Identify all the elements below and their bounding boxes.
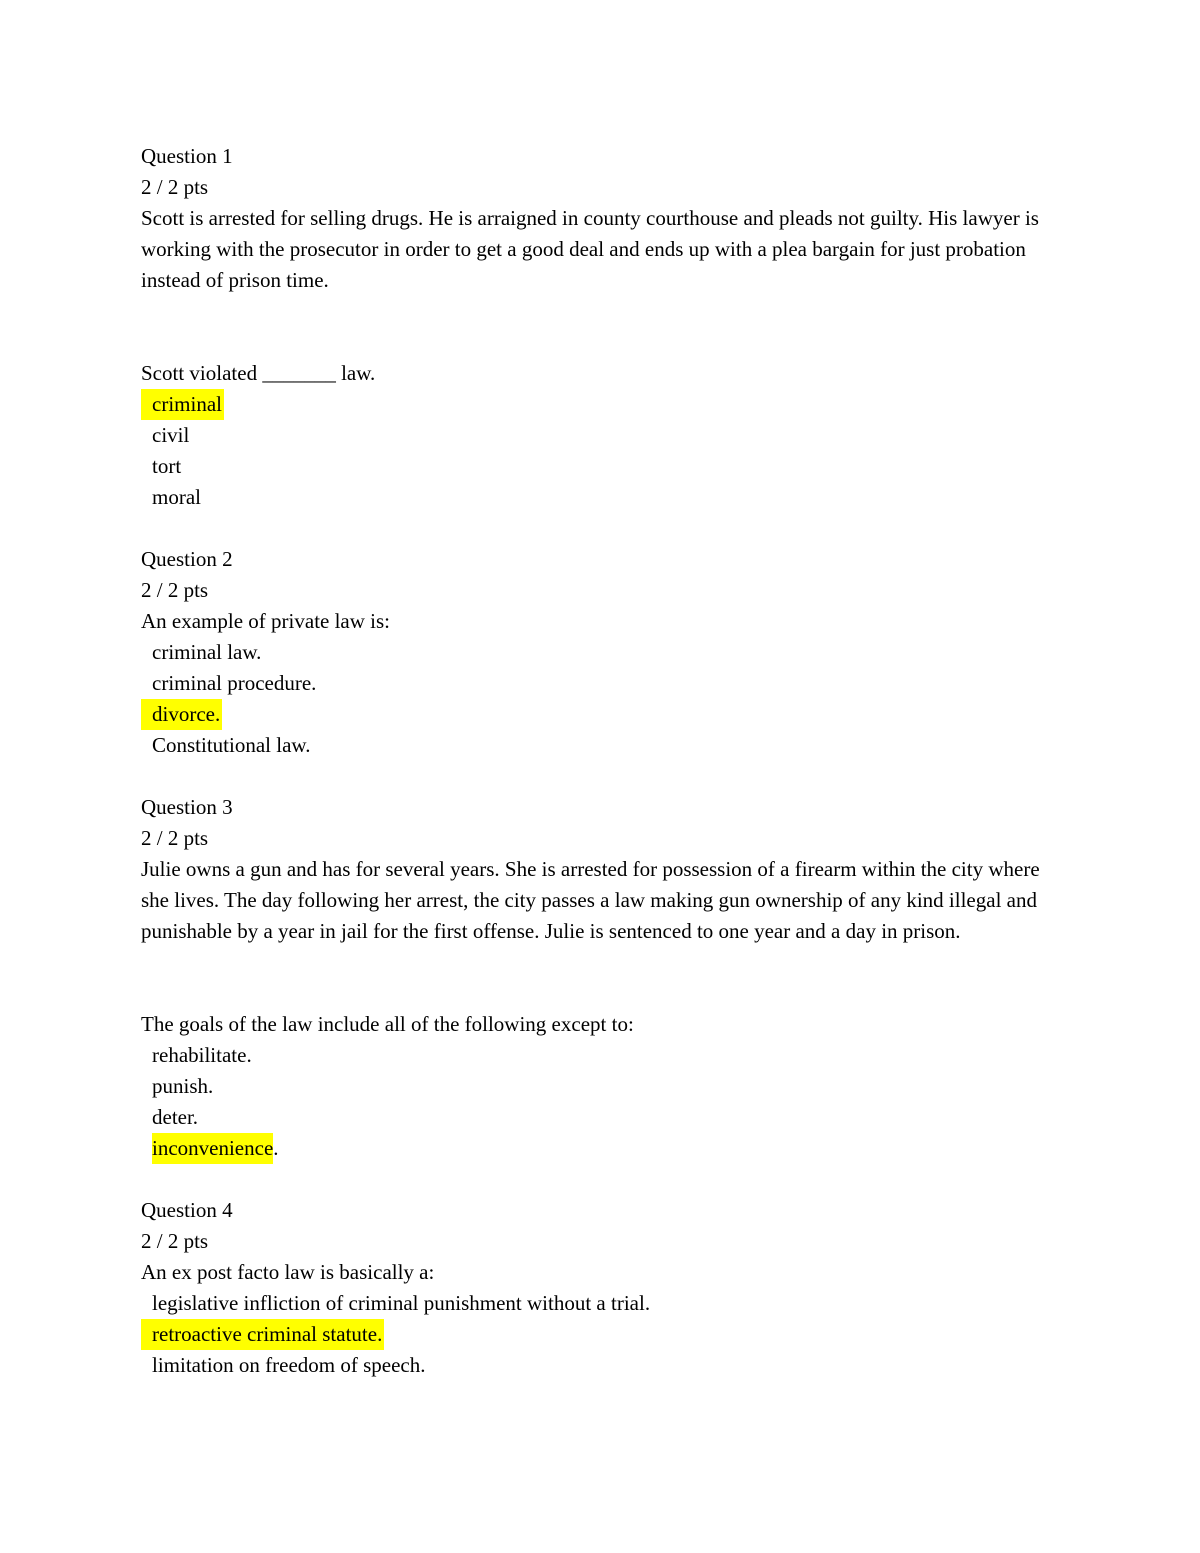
answer-option[interactable] <box>141 1071 1101 1102</box>
answer-option-text: civil <box>152 423 190 447</box>
answer-option[interactable] <box>141 482 1101 513</box>
answer-option-text: legislative infliction of criminal punishment without a trial. <box>152 1291 651 1315</box>
quiz-document <box>141 141 1101 1381</box>
question-title: Question 4 <box>141 1198 233 1222</box>
answer-option-text: deter. <box>152 1105 199 1129</box>
question-title: Question 3 <box>141 795 233 819</box>
question-score: 2 / 2 pts <box>141 1229 209 1253</box>
question-4 <box>141 1195 1101 1381</box>
answer-option[interactable] <box>141 1133 1101 1164</box>
question-prompt: Scott violated _______ law. <box>141 361 376 385</box>
answer-option-text: inconvenience <box>152 1133 273 1164</box>
question-1 <box>141 141 1101 513</box>
question-scenario: Scott is arrested for selling drugs. He is arraigned in county courthouse and pleads not guilty. His lawyer is working with the prosecutor in order to get a good deal and ends up with a plea bargain for just probation instead of prison time. <box>141 206 1045 292</box>
question-prompt: An ex post facto law is basically a: <box>141 1260 435 1284</box>
question-score: 2 / 2 pts <box>141 578 209 602</box>
answer-option[interactable] <box>141 1102 1101 1133</box>
answer-option[interactable] <box>141 451 1101 482</box>
answer-option-text: limitation on freedom of speech. <box>152 1353 426 1377</box>
answer-option[interactable] <box>141 1288 1101 1319</box>
answer-option[interactable] <box>141 1040 1101 1071</box>
answer-option[interactable] <box>141 730 1101 761</box>
question-title: Question 2 <box>141 547 233 571</box>
answer-option-text: moral <box>152 485 201 509</box>
answer-option-text: retroactive criminal statute. <box>141 1319 384 1350</box>
question-scenario: Julie owns a gun and has for several years. She is arrested for possession of a firearm within the city where she lives. The day following her arrest, the city passes a law making gun ownership of any kind illegal and punishable by a year in jail for the first offense. Julie is sentenced to one year and a day in prison. <box>141 857 1045 943</box>
answer-option-text: rehabilitate. <box>152 1043 252 1067</box>
answer-option-text: divorce. <box>141 699 222 730</box>
answer-option-text: criminal procedure. <box>152 671 317 695</box>
answer-option-text: criminal <box>141 389 224 420</box>
answer-option-text: punish. <box>152 1074 214 1098</box>
answer-option[interactable] <box>141 420 1101 451</box>
question-prompt: The goals of the law include all of the following except to: <box>141 1012 634 1036</box>
question-2 <box>141 544 1101 761</box>
answer-option-tail: . <box>273 1136 279 1160</box>
question-score: 2 / 2 pts <box>141 826 209 850</box>
answer-option[interactable] <box>141 637 1101 668</box>
answer-option-text: criminal law. <box>152 640 262 664</box>
question-score: 2 / 2 pts <box>141 175 209 199</box>
answer-option[interactable] <box>141 389 1101 420</box>
answer-option-text: tort <box>152 454 182 478</box>
answer-option-text: Constitutional law. <box>152 733 311 757</box>
question-prompt: An example of private law is: <box>141 609 391 633</box>
answer-option[interactable] <box>141 1319 1101 1350</box>
answer-option[interactable] <box>141 699 1101 730</box>
answer-option[interactable] <box>141 1350 1101 1381</box>
question-3 <box>141 792 1101 1164</box>
question-title: Question 1 <box>141 144 233 168</box>
answer-option[interactable] <box>141 668 1101 699</box>
